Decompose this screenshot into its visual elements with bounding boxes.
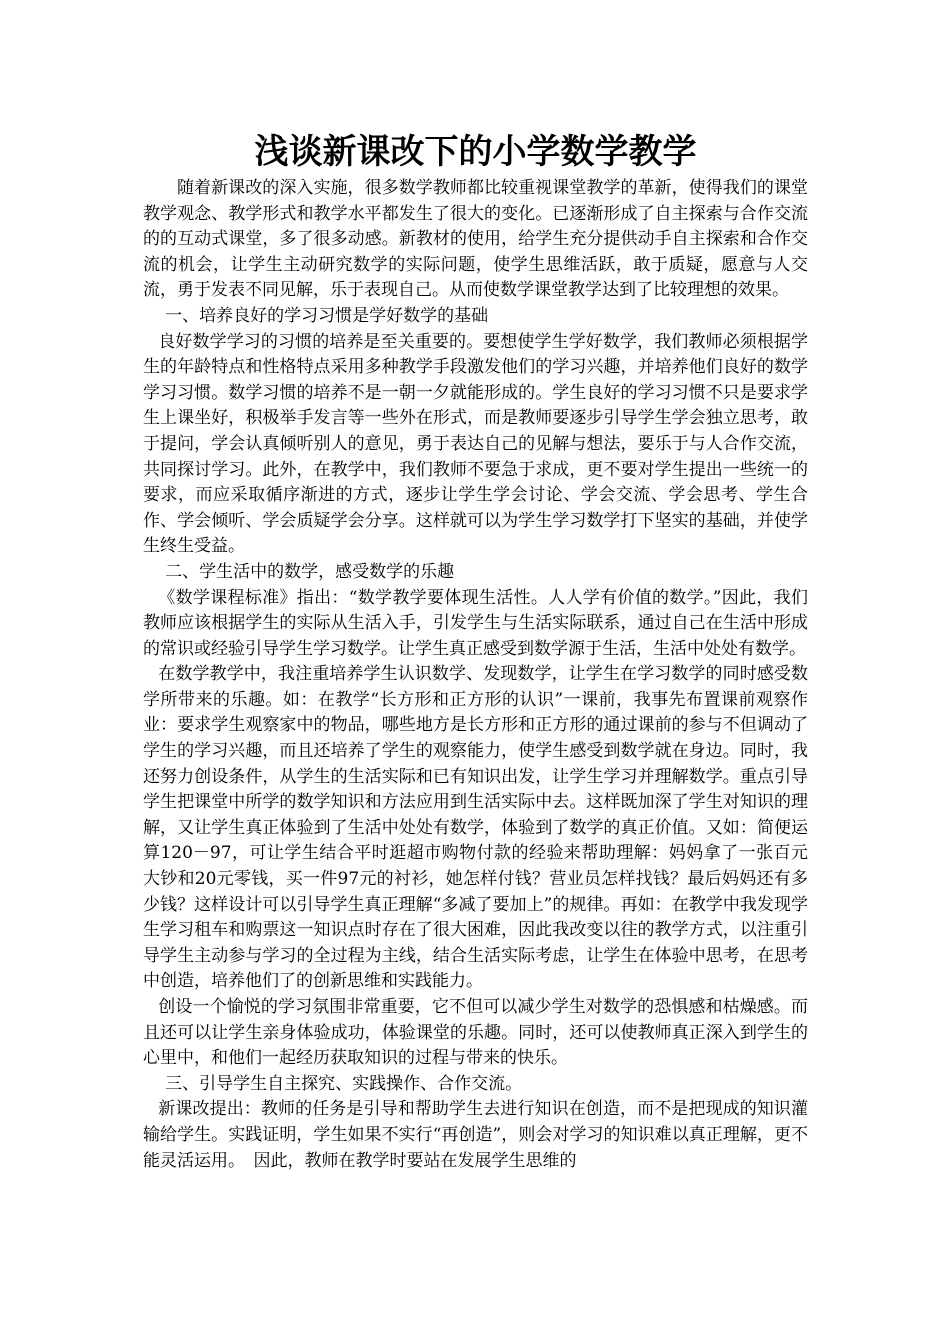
document-body — [143, 176, 808, 1174]
paragraph-atmosphere: 创设一个愉悦的学习氛围非常重要，它不但可以减少学生对数学的恐惧感和枯燥感。而且还可以让学生亲身体验成功，体验课堂的乐趣。同时，还可以使教师真正深入到学生的心里中，和他们一起经历获取知识的过程与带来的快乐。 — [143, 997, 808, 1069]
paragraph-life-math: 在数学教学中，我注重培养学生认识数学、发现数学，让学生在学习数学的同时感受数学所带来的乐趣。如：在教学“长方形和正方形的认识”一课前，我事先布置课前观察作业：要求学生观察家中的物品，哪些地方是长方形和正方形的通过课前的参与不但调动了学生的学习兴趣，而且还培养了学生的观察能力，使学生感受到数学就在身边。同时，我还努力创设条件，从学生的生活实际和已有知识出发，让学生学习并理解数学。重点引导学生把课堂中所学的数学知识和方法应用到生活实际中去。这样既加深了学生对知识的理解，又让学生真正体验到了生活中处处有数学，体验到了数学的真正价值。又如：简便运算120－97，可让学生结合平时逛超市购物付款的经验来帮助理解：妈妈拿了一张百元大钞和20元零钱，买一件97元的衬衫，她怎样付钱？营业员怎样找钱？最后妈妈还有多少钱？这样设计可以引导学生真正理解“多减了要加上”的规律。再如：在教学中我发现学生学习租车和购票这一知识点时存在了很大困难，因此我改变以往的教学方式，以注重引导学生主动参与学习的全过程为主线，结合生活实际考虑，让学生在体验中思考，在思考中创造，培养他们了的创新思维和实践能力。 — [143, 664, 808, 992]
section-heading-1: 一、培养良好的学习习惯是学好数学的基础 — [165, 305, 489, 326]
paragraph-habits: 良好数学学习的习惯的培养是至关重要的。要想使学生学好数学，我们教师必须根据学生的年龄特点和性格特点采用多种教学手段激发他们的学习兴趣，并培养他们良好的数学学习习惯。数学习惯的培养不是一朝一夕就能形成的。学生良好的学习习惯不只是要求学生上课坐好，积极举手发言等一些外在形式，而是教师要逐步引导学生学会独立思考，敢于提问，学会认真倾听别人的意见，勇于表达自己的见解与想法，要乐于与人合作交流，共同探讨学习。此外，在教学中，我们教师不要急于求成，更不要对学生提出一些统一的要求，而应采取循序渐进的方式，逐步让学生学会讨论、学会交流、学会思考、学生合作、学会倾听、学会质疑学会分享。这样就可以为学生学习数学打下坚实的基础，并使学生终生受益。 — [143, 331, 808, 557]
document-title: 浅谈新课改下的小学数学教学 — [254, 132, 697, 172]
section-heading-2: 二、学生活中的数学，感受数学的乐趣 — [165, 561, 455, 582]
section-heading-3: 三、引导学生自主探究、实践操作、合作交流。 — [165, 1073, 523, 1094]
paragraph-curriculum-standard: 《数学课程标准》指出：“数学教学要体现生活性。人人学有价值的数学。”因此，我们教师应该根据学生的实际从生活入手，引发学生与生活实际联系，通过自己在生活中形成的常识或经验引导学生学习数学。让学生真正感受到数学源于生活，生活中处处有数学。 — [143, 587, 808, 659]
document-page — [143, 128, 808, 1174]
paragraph-intro: 随着新课改的深入实施，很多数学教师都比较重视课堂教学的革新，使得我们的课堂教学观念、教学形式和教学水平都发生了很大的变化。已逐渐形成了自主探索与合作交流的的互动式课堂，多了很多动感。新教材的使用，给学生充分提供动手自主探索和合作交流的机会，让学生主动研究数学的实际问题，使学生思维活跃，敢于质疑，愿意与人交流，勇于发表不同见解，乐于表现自己。从而使数学课堂教学达到了比较理想的效果。 — [143, 178, 808, 301]
paragraph-new-curriculum: 新课改提出：教师的任务是引导和帮助学生去进行知识在创造，而不是把现成的知识灌输给学生。实践证明，学生如果不实行“再创造”，则会对学习的知识难以真正理解，更不能灵活运用。 因此，教师在教学时要站在发展学生思维的 — [143, 1099, 808, 1171]
